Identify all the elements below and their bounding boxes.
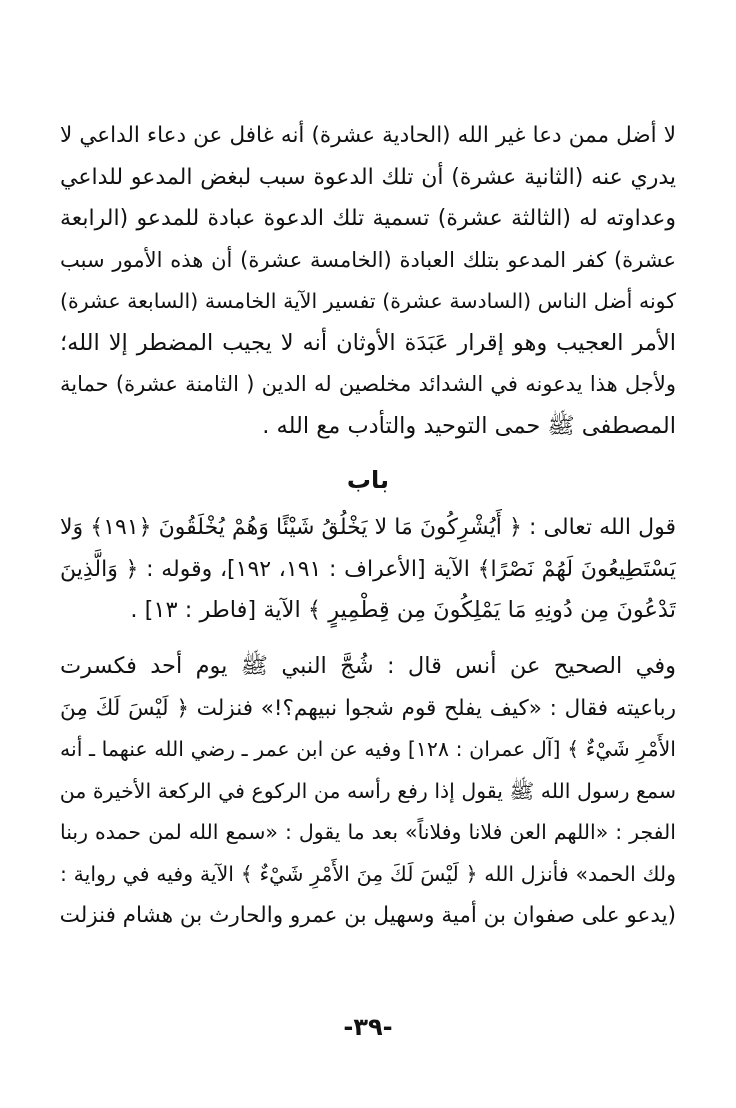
text-line: ولك الحمد» فأنزل الله ﴿ لَيْسَ لَكَ مِنَ الأَمْرِ شَيْءٌ ﴾ الآية وفيه في رواية : bbox=[60, 861, 676, 886]
text-line: سمع رسول الله ﷺ يقول إذا رفع رأسه من الركوع في الركعة الأخيرة من bbox=[60, 778, 676, 803]
text-line: الفجر : «اللهم العن فلانا وفلاناً» بعد ما يقول : «سمع الله لمن حمده ربنا bbox=[60, 820, 676, 844]
text-line: المصطفى ﷺ حمى التوحيد والتأدب مع الله . bbox=[262, 412, 676, 439]
text-line: لا أضل ممن دعا غير الله (الحادية عشرة) أنه غافل عن دعاء الداعي لا bbox=[60, 123, 676, 148]
text-line: ولأجل هذا يدعونه في الشدائد مخلصين له الدين ( الثامنة عشرة) حماية bbox=[60, 372, 676, 396]
text-line: رباعيته فقال : «كيف يفلح قوم شجوا نبيهم؟!» فنزلت ﴿ لَيْسَ لَكَ مِنَ bbox=[60, 695, 676, 721]
paragraph-hadith bbox=[60, 646, 676, 937]
text-line: (يدعو على صفوان بن أمية وسهيل بن عمرو والحارث بن هشام فنزلت bbox=[60, 903, 676, 928]
text-line: تَدْعُونَ مِن دُونِهِ مَا يَمْلِكُونَ مِن قِطْمِيرٍ ﴾ الآية [فاطر : ١٣] . bbox=[130, 597, 676, 623]
text-line: قول الله تعالى : ﴿ أَيُشْرِكُونَ مَا لا يَخْلُقُ شَيْئًا وَهُمْ يُخْلَقُونَ ﴿١٩١﴾ وَلا bbox=[60, 515, 676, 540]
text-line: الأَمْرِ شَيْءٌ ﴾ [آل عمران : ١٢٨] وفيه عن ابن عمر ـ رضي الله عنهما ـ أنه bbox=[60, 737, 676, 761]
text-line: وفي الصحيح عن أنس قال : شُجَّ النبي ﷺ يوم أحد فكسرت bbox=[60, 653, 676, 679]
text-line: يَسْتَطِيعُونَ لَهُمْ نَصْرًا﴾ الآية [الأعراف : ١٩١، ١٩٢]، وقوله : ﴿ وَالَّذِينَ bbox=[60, 556, 676, 582]
text-line: كونه أضل الناس (السادسة عشرة) تفسير الآية الخامسة (السابعة عشرة) bbox=[60, 289, 676, 313]
text-line: وعداوته له (الثالثة عشرة) تسمية تلك الدعوة عبادة للمدعو (الرابعة bbox=[60, 206, 676, 231]
page-number: -٣٩- bbox=[343, 1013, 393, 1041]
paragraph-conclusions bbox=[60, 115, 676, 447]
text-line: يدري عنه (الثانية عشرة) أن تلك الدعوة سبب لبغض المدعو للداعي bbox=[60, 164, 676, 190]
paragraph-quran-verses bbox=[60, 507, 676, 632]
section-heading: باب bbox=[346, 466, 390, 494]
text-line: الأمر العجيب وهو إقرار عَبَدَة الأوثان أنه لا يجيب المضطر إلا الله؛ bbox=[60, 329, 676, 356]
text-line: عشرة) كفر المدعو بتلك العبادة (الخامسة عشرة) أن هذه الأمور سبب bbox=[60, 247, 676, 272]
